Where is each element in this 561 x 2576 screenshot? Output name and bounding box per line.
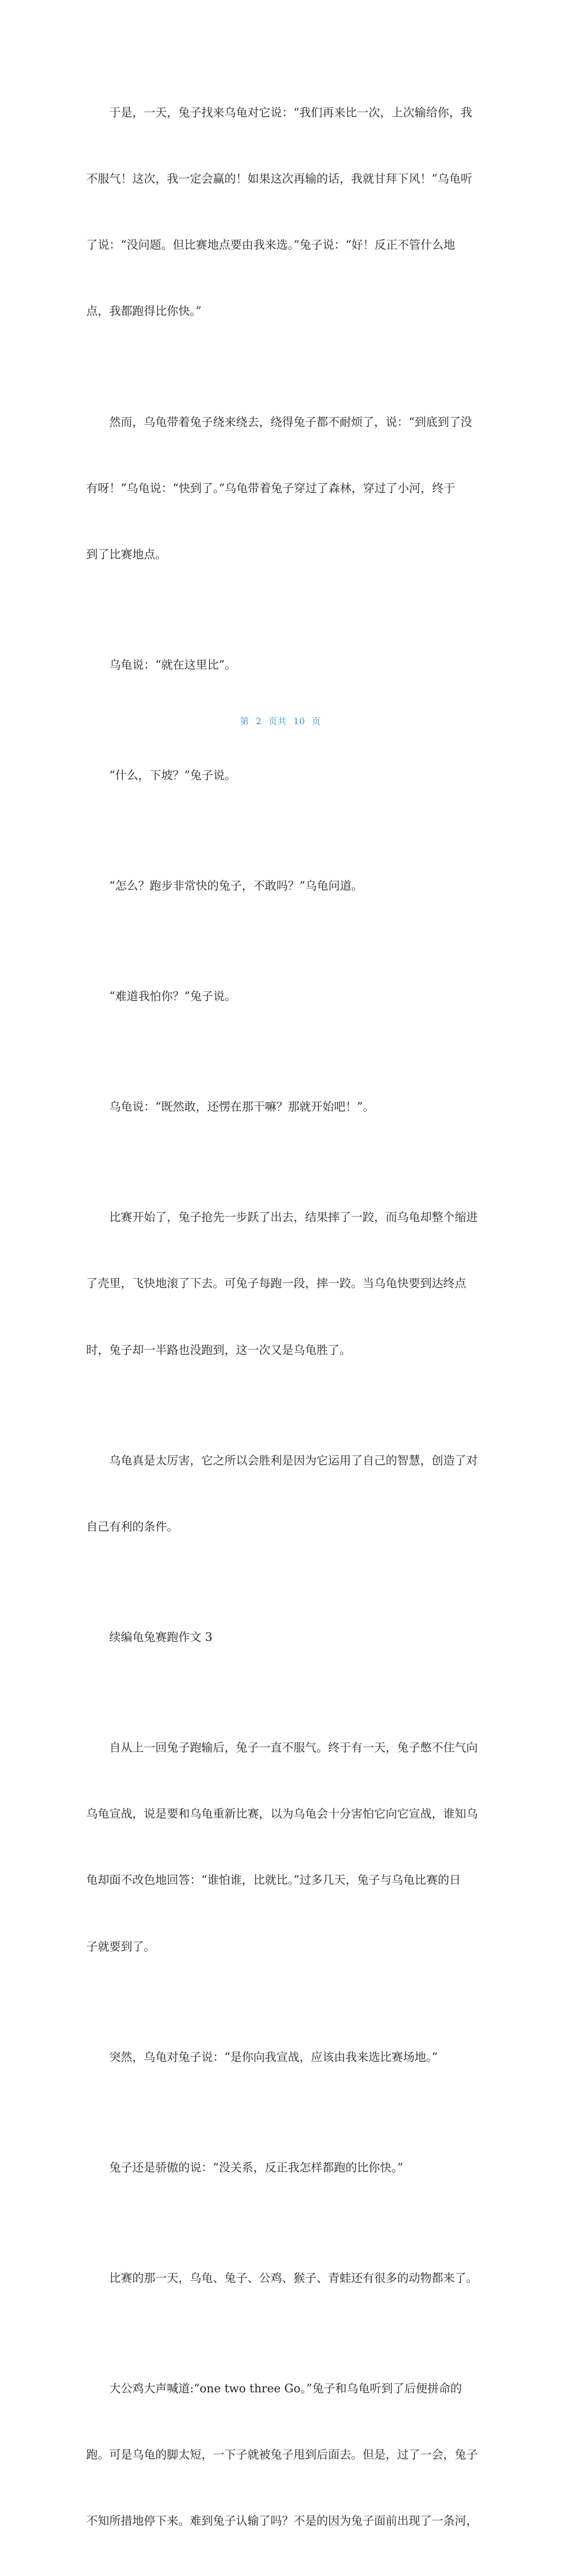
paragraph <box>86 720 470 831</box>
text-line: 然而，乌龟带着兔子绕来绕去，绕得兔子都不耐烦了，说：“到底到了没 <box>109 415 472 429</box>
text-line: 自从上一回兔子跑输后，兔子一直不服气。终于有一天，兔子憋不住气向 <box>109 1740 478 1754</box>
text-line: 续编龟兔赛跑作文 3 <box>109 1630 213 1644</box>
text-line: 大公鸡大声喊道:“one two three Go。”兔子和乌龟听到了后便拼命的 <box>109 2381 462 2395</box>
text-line: 比赛的那一天，乌龟、兔子、公鸡、猴子、青蛙还有很多的动物都来了。 <box>109 2271 478 2285</box>
text-line: 时，兔子却一半路也没跑到，这一次又是乌龟胜了。 <box>86 1343 351 1357</box>
text-line: 了壳里，飞快地滚了下去。可兔子每跑一段，摔一跤。当乌龟快要到达终点 <box>86 1276 467 1291</box>
text-line: 乌龟真是太厉害，它之所以会胜利是因为它运用了自己的智慧，创造了对 <box>109 1453 478 1467</box>
document-body <box>86 57 478 2576</box>
text-line: 有呀！”乌龟说：“快到了。”乌龟带着兔子穿过了森林，穿过了小河，终于 <box>86 481 455 495</box>
paragraph <box>86 57 470 367</box>
paragraph <box>86 1405 478 1582</box>
text-line: 于是，一天，兔子找来乌龟对它说：“我们再来比一次，上次输给你，我 <box>109 105 472 119</box>
text-line: 突然，乌龟对兔子说：“是你向我宣战，应该由我来选比赛场地。” <box>109 2050 438 2064</box>
paragraph <box>86 2333 478 2576</box>
text-line: 自己有利的条件。 <box>86 1519 179 1533</box>
paragraph <box>86 367 470 610</box>
paragraph <box>86 2112 470 2223</box>
text-line: 子就要到了。 <box>86 1939 156 1953</box>
page-number-footer: 第 2 页共 10 页 <box>240 716 321 727</box>
text-line: 兔子还是骄傲的说：“没关系，反正我怎样都跑的比你快。” <box>109 2160 403 2174</box>
text-line: 点，我都跑得比你快。” <box>86 304 202 318</box>
paragraph <box>86 1162 478 1405</box>
text-line: “怎么？跑步非常快的兔子，不敢吗？”乌龟问道。 <box>109 879 363 893</box>
text-line: “难道我怕你？”兔子说。 <box>109 989 236 1004</box>
paragraph <box>86 941 470 1051</box>
paragraph <box>86 610 470 720</box>
paragraph <box>86 1692 478 2002</box>
text-line: 不服气！这次，我一定会赢的！如果这次再输的话，我就甘拜下风！”乌龟听 <box>86 172 472 186</box>
paragraph <box>86 2223 478 2333</box>
text-line: “什么，下坡？”兔子说。 <box>109 768 236 782</box>
text-line: 跑。可是乌龟的脚太短，一下子就被兔子甩到后面去。但是，过了一会，兔子 <box>86 2447 478 2461</box>
paragraph <box>86 1051 470 1162</box>
text-line: 不知所措地停下来。难到兔子认输了吗？不是的因为兔子面前出现了一条河， <box>86 2514 478 2528</box>
paragraph <box>86 831 470 941</box>
text-line: 乌龟宣战，说是要和乌龟重新比赛，以为乌龟会十分害怕它向它宣战，谁知乌 <box>86 1807 478 1821</box>
text-line: 龟却面不改色地回答：“谁怕谁，比就比。”过多几天，兔子与乌龟比赛的日 <box>86 1873 461 1887</box>
text-line: 乌龟说：“既然敢，还愣在那干嘛？那就开始吧！”。 <box>109 1100 374 1114</box>
text-line: 了说：“没问题。但比赛地点要由我来选。”兔子说：“好！反正不管什么地 <box>86 238 455 252</box>
section-heading <box>86 1582 470 1692</box>
text-line: 到了比赛地点。 <box>86 547 167 561</box>
paragraph <box>86 2002 470 2112</box>
text-line: 比赛开始了，兔子抢先一步跃了出去，结果摔了一跤，而乌龟却整个缩进 <box>109 1210 478 1225</box>
text-line: 乌龟说：“就在这里比”。 <box>109 657 236 672</box>
